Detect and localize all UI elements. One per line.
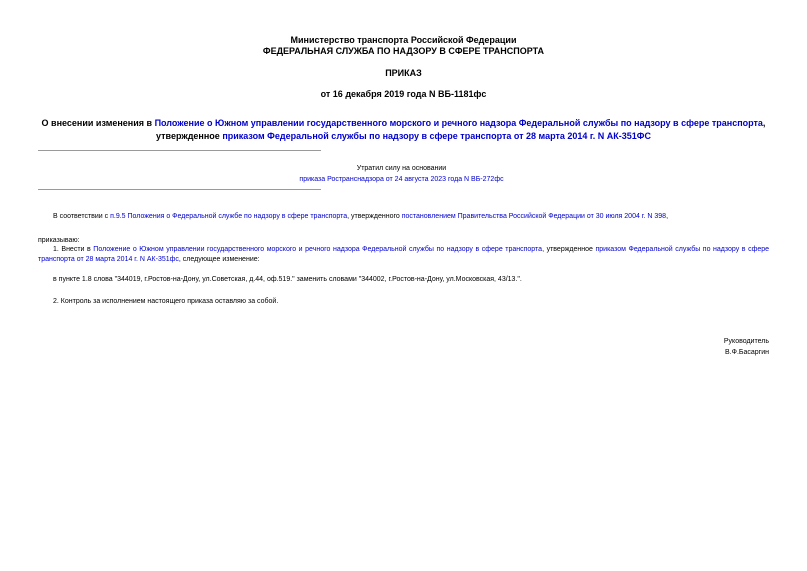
title-middle: , утвержденное [156,118,766,141]
ministry-name: Министерство транспорта Российской Федерации [290,35,517,45]
item1-suffix: , следующее изменение: [178,255,260,263]
basis-prefix: В соответствии с [53,213,111,220]
item1-order-link[interactable]: приказом Федеральной службы по надзору в сфере транспорта от 28 марта 2014 г. N АК-351фс [38,246,770,263]
basis-middle: , утвержденного [347,213,402,220]
lost-force-note-line2 [200,175,603,185]
divider-top [38,150,321,151]
basis-resolution-link[interactable]: постановлением Правительства Российской Федерации от 30 июля 2004 г. N 398 [401,213,667,220]
signature-position: Руководитель [723,338,769,345]
title-prefix: О внесении изменения в [41,118,155,128]
basis-paragraph [38,212,769,222]
item1-regulation-link[interactable]: Положение о Южном управлении государственного морского и речного надзора Федеральной службы по надзору в сфере транспорта [93,246,543,253]
document-date-number: от 16 декабря 2019 года N ВБ-1181фс [320,89,487,99]
title-order-link[interactable]: приказом Федеральной службы по надзору в сфере транспорта от 28 марта 2014 г. N АК-351ФС [222,131,651,141]
change-paragraph: в пункте 1.8 слова "344019, г.Ростов-на-Дону, ул.Советская, д.44, оф.519." заменить словами "344002, г.Ростов-на-Дону, ул.Московская, 43/13.". [53,276,522,283]
order-word: приказываю: [38,237,80,244]
title-regulation-link[interactable]: Положение о Южном управлении государственного морского и речного надзора Федеральной службы по надзору в сфере транспорта [154,118,763,128]
item-2-paragraph: 2. Контроль за исполнением настоящего приказа оставляю за собой. [53,298,279,305]
lost-force-note: Утратил силу на основании [356,165,447,172]
item1-prefix: 1. Внести в [53,246,94,253]
basis-regulation-link[interactable]: п.9.5 Положения о Федеральной службе по надзору в сфере транспорта [110,213,348,220]
service-name: ФЕДЕРАЛЬНАЯ СЛУЖБА ПО НАДЗОРУ В СФЕРЕ ТРАНСПОРТА [262,46,545,56]
document-type: ПРИКАЗ [385,68,422,78]
divider-bottom [38,189,321,190]
signature-name: В.Ф.Басаргин [725,349,769,356]
item1-middle: , утвержденное [542,246,596,253]
lost-force-link[interactable]: приказа Ространснадзора от 24 августа 2023 года N ВБ-272фс [299,176,504,183]
basis-suffix: , [666,213,669,220]
item-1-paragraph [38,245,769,264]
document-title [30,117,777,143]
